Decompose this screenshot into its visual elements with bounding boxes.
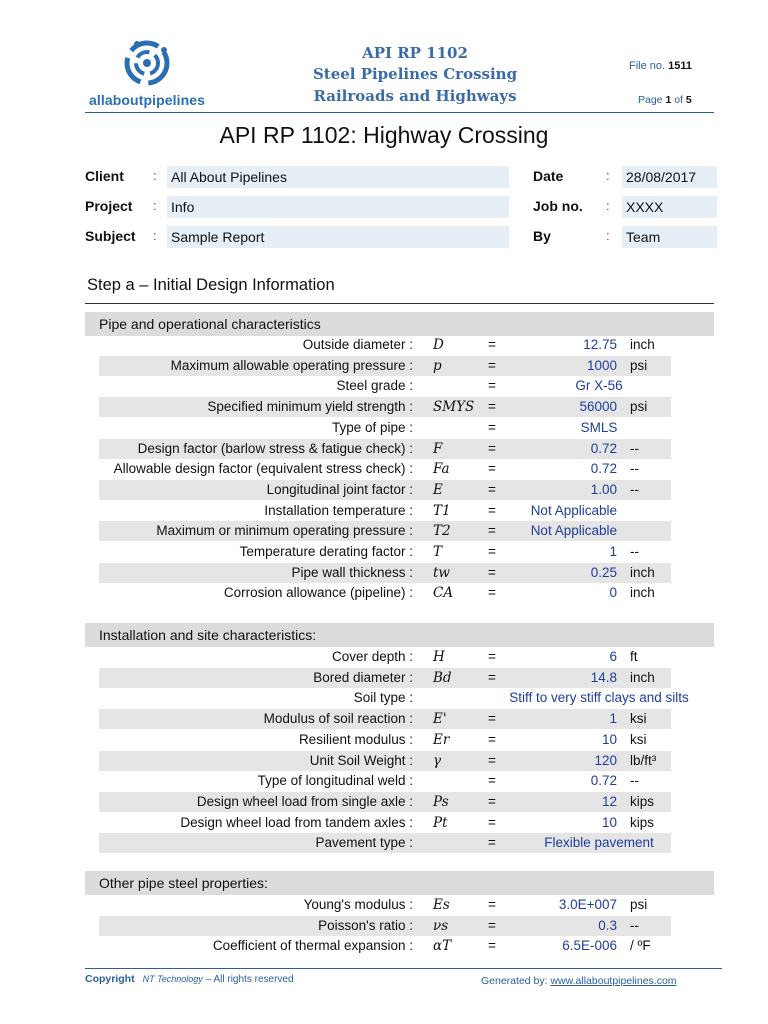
param-row bbox=[99, 688, 689, 708]
param-row bbox=[99, 418, 671, 438]
date-label: Date bbox=[533, 168, 564, 184]
param-unit: -- bbox=[630, 773, 639, 789]
param-unit: inch bbox=[630, 585, 655, 601]
param-value: 3.0E+007 bbox=[558, 897, 617, 912]
param-row bbox=[99, 376, 671, 396]
param-row bbox=[99, 480, 671, 500]
equals-sign: = bbox=[488, 649, 496, 664]
param-unit: kips bbox=[630, 793, 655, 809]
param-label: Type of longitudinal weld : bbox=[257, 773, 413, 789]
param-label: Maximum allowable operating pressure : bbox=[170, 357, 413, 373]
param-value: 10 bbox=[601, 814, 617, 830]
param-row bbox=[99, 397, 671, 417]
param-label: Cover depth : bbox=[331, 649, 413, 664]
param-row bbox=[99, 668, 671, 688]
equals-sign: = bbox=[488, 938, 496, 954]
jobno-field: XXXX bbox=[622, 196, 717, 218]
footer-rule bbox=[85, 968, 722, 969]
param-symbol: Er bbox=[433, 731, 450, 748]
colon: : bbox=[153, 228, 157, 243]
equals-sign: = bbox=[488, 461, 496, 477]
colon: : bbox=[606, 198, 610, 213]
equals-sign: = bbox=[488, 773, 496, 789]
param-symbol: D bbox=[433, 337, 444, 353]
header-title-line2: Steel Pipelines Crossing bbox=[312, 65, 518, 83]
section-header bbox=[85, 312, 714, 336]
param-row bbox=[99, 439, 671, 459]
param-symbol: γ bbox=[433, 752, 442, 769]
param-label: Modulus of soil reaction : bbox=[263, 711, 413, 727]
param-value: Flexible pavement bbox=[544, 835, 654, 851]
by-field: Team bbox=[622, 226, 717, 248]
param-symbol: F bbox=[433, 440, 443, 457]
colon: : bbox=[153, 168, 157, 183]
param-value: 0 bbox=[609, 585, 617, 601]
param-value: 6.5E-006 bbox=[562, 938, 617, 954]
equals-sign: = bbox=[488, 419, 496, 435]
param-row bbox=[99, 895, 671, 915]
colon: : bbox=[606, 168, 610, 183]
param-unit: -- bbox=[630, 917, 639, 933]
param-unit: psi bbox=[630, 399, 648, 415]
param-symbol: p bbox=[433, 357, 442, 374]
param-label: Young's modulus : bbox=[303, 897, 413, 912]
param-label: Poisson's ratio : bbox=[318, 917, 413, 933]
param-unit: -- bbox=[630, 481, 639, 497]
param-value: Stiff to very stiff clays and silts bbox=[509, 690, 689, 706]
param-symbol: H bbox=[433, 649, 445, 665]
equals-sign: = bbox=[488, 585, 496, 601]
param-row bbox=[99, 730, 671, 750]
equals-sign: = bbox=[488, 523, 496, 539]
param-row bbox=[99, 771, 671, 791]
equals-sign: = bbox=[488, 481, 496, 497]
param-label: Resilient modulus : bbox=[298, 731, 413, 747]
file-number: File no. 1511 bbox=[629, 60, 693, 72]
param-value: Not Applicable bbox=[530, 502, 617, 518]
param-label: Type of pipe : bbox=[331, 419, 413, 435]
param-label: Design wheel load from tandem axles : bbox=[180, 814, 413, 830]
param-unit: ft bbox=[630, 649, 638, 664]
param-symbol: tw bbox=[433, 564, 450, 581]
param-row bbox=[99, 936, 671, 956]
equals-sign: = bbox=[488, 814, 496, 830]
param-symbol: αT bbox=[433, 938, 452, 955]
param-symbol: T2 bbox=[433, 523, 451, 540]
param-unit: kips bbox=[630, 814, 655, 830]
equals-sign: = bbox=[488, 835, 496, 851]
param-label: Coefficient of thermal expansion : bbox=[212, 938, 413, 954]
param-unit: -- bbox=[630, 461, 639, 477]
by-label: By bbox=[533, 228, 551, 244]
param-label: Steel grade : bbox=[336, 378, 413, 394]
website-link[interactable]: www.allaboutpipelines.com bbox=[550, 975, 677, 987]
param-value: 0.72 bbox=[590, 461, 617, 477]
equals-sign: = bbox=[488, 378, 496, 394]
param-value: SMLS bbox=[580, 419, 618, 435]
param-label: Outside diameter : bbox=[302, 337, 413, 352]
param-value: 0.72 bbox=[590, 773, 617, 789]
equals-sign: = bbox=[488, 897, 496, 912]
page-indicator: Page 1 of 5 bbox=[638, 94, 692, 106]
header-rule bbox=[85, 112, 714, 113]
param-row bbox=[99, 335, 671, 355]
param-symbol: E' bbox=[433, 711, 447, 728]
subject-field: Sample Report bbox=[167, 226, 509, 248]
param-row bbox=[99, 792, 671, 812]
equals-sign: = bbox=[488, 793, 496, 809]
param-label: Design wheel load from single axle : bbox=[196, 793, 413, 809]
section-title: Installation and site characteristics: bbox=[99, 627, 317, 643]
param-value: 1 bbox=[609, 711, 617, 727]
equals-sign: = bbox=[488, 502, 496, 518]
param-unit: ksi bbox=[630, 731, 647, 747]
equals-sign: = bbox=[488, 564, 496, 580]
logo-icon bbox=[120, 36, 174, 90]
param-row bbox=[99, 542, 671, 562]
param-symbol: νs bbox=[433, 917, 449, 934]
equals-sign: = bbox=[488, 399, 496, 415]
param-symbol: CA bbox=[433, 585, 454, 602]
param-value: Gr X-56 bbox=[575, 378, 623, 394]
equals-sign: = bbox=[488, 440, 496, 456]
param-value: 1.00 bbox=[590, 481, 617, 497]
param-unit: psi bbox=[630, 357, 648, 373]
param-row bbox=[99, 647, 671, 667]
param-unit: -- bbox=[630, 544, 639, 559]
param-value: 0.72 bbox=[590, 440, 617, 456]
project-label: Project bbox=[85, 198, 133, 214]
param-row bbox=[99, 459, 671, 479]
equals-sign: = bbox=[488, 752, 496, 768]
param-unit: lb/ft³ bbox=[630, 752, 657, 768]
param-row bbox=[99, 356, 671, 376]
jobno-label: Job no. bbox=[533, 198, 583, 214]
param-label: Soil type : bbox=[353, 690, 413, 706]
param-label: Installation temperature : bbox=[264, 502, 413, 518]
section-title: Other pipe steel properties: bbox=[99, 875, 268, 891]
param-value: 0.25 bbox=[590, 564, 617, 580]
param-symbol: Ps bbox=[433, 793, 449, 810]
param-label: Temperature derating factor : bbox=[239, 544, 413, 559]
param-value: 12 bbox=[601, 793, 617, 809]
param-label: Pavement type : bbox=[315, 835, 413, 851]
param-symbol: E bbox=[433, 481, 443, 498]
client-label: Client bbox=[85, 168, 124, 184]
equals-sign: = bbox=[488, 711, 496, 727]
param-label: Maximum or minimum operating pressure : bbox=[156, 523, 413, 539]
client-field: All About Pipelines bbox=[167, 166, 509, 188]
param-unit: inch bbox=[630, 564, 655, 580]
param-label: Unit Soil Weight : bbox=[309, 752, 413, 768]
param-value: Not Applicable bbox=[530, 523, 617, 539]
param-label: Specified minimum yield strength : bbox=[207, 399, 413, 415]
param-value: 6 bbox=[609, 649, 617, 664]
param-value: 1000 bbox=[586, 357, 617, 373]
header-title-line1: API RP 1102 bbox=[362, 44, 468, 62]
equals-sign: = bbox=[488, 917, 496, 933]
param-unit: / ºF bbox=[630, 938, 651, 954]
param-unit: -- bbox=[630, 440, 639, 456]
section-header bbox=[85, 871, 714, 895]
param-label: Longitudinal joint factor : bbox=[266, 481, 413, 497]
step-rule bbox=[85, 303, 714, 304]
colon: : bbox=[606, 228, 610, 243]
param-label: Corrosion allowance (pipeline) : bbox=[223, 585, 413, 601]
param-symbol: T bbox=[433, 544, 443, 560]
header-title-line3: Railroads and Highways bbox=[313, 87, 517, 105]
section-header bbox=[85, 623, 714, 647]
param-label: Allowable design factor (equivalent stress check) : bbox=[113, 461, 413, 477]
colon: : bbox=[153, 198, 157, 213]
param-symbol: SMYS bbox=[433, 399, 475, 416]
equals-sign: = bbox=[488, 731, 496, 747]
param-symbol: T1 bbox=[433, 502, 451, 519]
param-value: 10 bbox=[601, 731, 617, 747]
footer-copyright: Copyright NT Technology – All rights reserved bbox=[85, 973, 294, 985]
param-row bbox=[99, 833, 671, 853]
param-row bbox=[99, 709, 671, 729]
param-unit: inch bbox=[630, 337, 655, 352]
equals-sign: = bbox=[488, 669, 496, 685]
param-value: 56000 bbox=[579, 399, 617, 415]
param-unit: psi bbox=[630, 897, 648, 912]
footer-generated: Generated by: www.allaboutpipelines.com bbox=[481, 975, 677, 987]
param-symbol: Bd bbox=[433, 669, 452, 686]
param-symbol: Es bbox=[433, 897, 450, 913]
param-row bbox=[99, 501, 671, 521]
param-label: Design factor (barlow stress & fatigue check) : bbox=[137, 440, 413, 456]
logo bbox=[120, 36, 174, 90]
param-row bbox=[99, 751, 671, 771]
param-value: 1 bbox=[609, 544, 617, 559]
page-title: API RP 1102: Highway Crossing bbox=[219, 122, 549, 148]
param-label: Bored diameter : bbox=[313, 669, 413, 685]
equals-sign: = bbox=[488, 544, 496, 559]
param-value: 12.75 bbox=[583, 337, 617, 352]
param-value: 0.3 bbox=[598, 917, 617, 933]
subject-label: Subject bbox=[85, 228, 136, 244]
step-title: Step a – Initial Design Information bbox=[87, 276, 335, 294]
equals-sign: = bbox=[488, 357, 496, 373]
param-row bbox=[99, 813, 671, 833]
param-value: 14.8 bbox=[590, 669, 617, 685]
date-field: 28/08/2017 bbox=[622, 166, 717, 188]
param-row bbox=[99, 563, 671, 583]
param-symbol: Pt bbox=[433, 814, 448, 831]
param-value: 120 bbox=[594, 752, 617, 768]
param-row bbox=[99, 916, 671, 936]
param-label: Pipe wall thickness : bbox=[291, 564, 413, 580]
equals-sign: = bbox=[488, 337, 496, 352]
param-row bbox=[99, 583, 671, 603]
param-row bbox=[99, 521, 671, 541]
param-symbol: Fa bbox=[433, 461, 450, 478]
param-unit: inch bbox=[630, 669, 655, 685]
project-field: Info bbox=[167, 196, 509, 218]
logo-text: allaboutpipelines bbox=[89, 92, 206, 108]
param-unit: ksi bbox=[630, 711, 647, 727]
section-title: Pipe and operational characteristics bbox=[99, 316, 321, 332]
